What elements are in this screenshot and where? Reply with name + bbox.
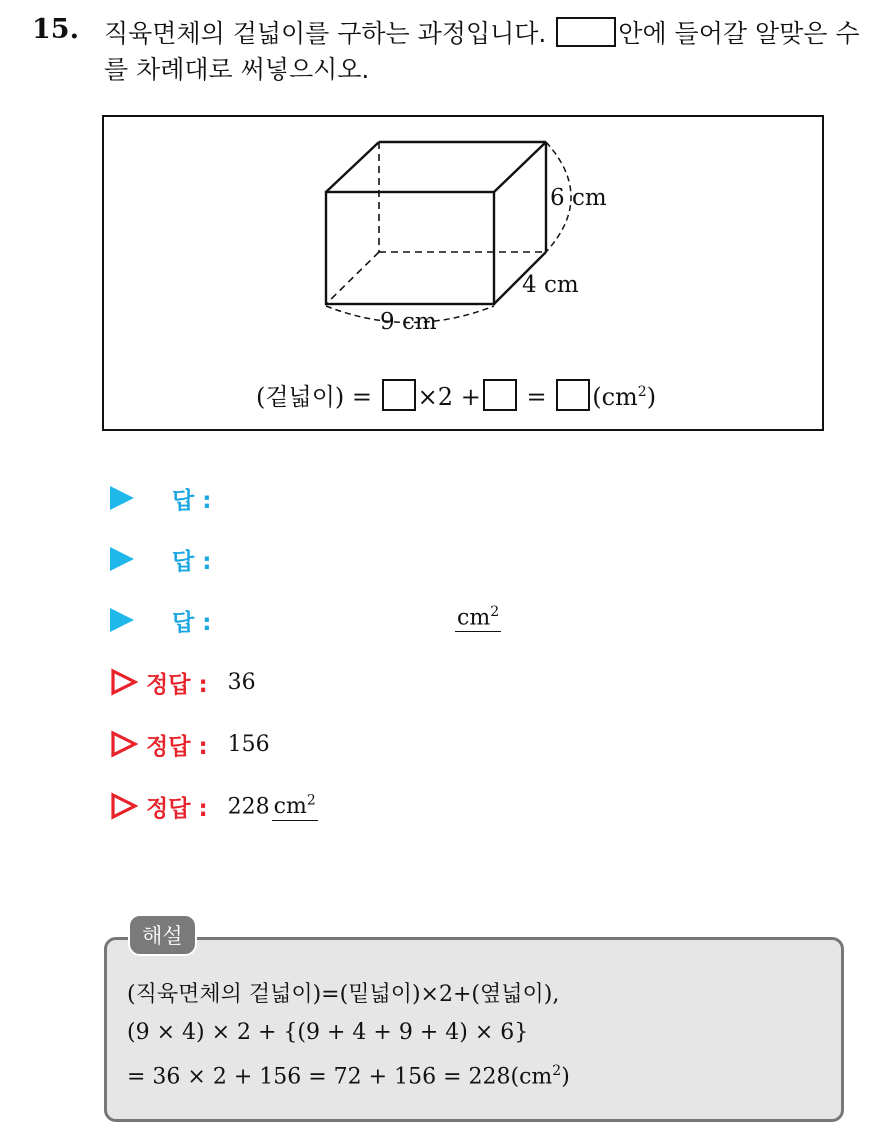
width-label: 9 cm (380, 309, 437, 335)
answer-row-1 (110, 478, 211, 518)
formula-unit-sup: 2 (637, 384, 647, 400)
explanation-line-2: (9 × 4) × 2 + {(9 + 4 + 9 + 4) × 6} (127, 1020, 529, 1045)
formula-blank-3[interactable] (556, 379, 590, 411)
hidden-edge-diagonal (326, 252, 379, 304)
formula-equals-1: = (351, 383, 373, 411)
answer-label-3: 답 : (172, 609, 212, 636)
explanation-tag: 해설 (128, 914, 197, 956)
answer-label-2: 답 : (172, 548, 212, 575)
formula-times: × (417, 383, 438, 411)
question-text (104, 16, 864, 88)
surface-area-formula (256, 377, 676, 412)
formula-equals-2: = (526, 383, 547, 411)
formula-blank-2[interactable] (483, 379, 517, 411)
question-text-part1: 직육면체의 겉넓이를 구하는 과정입니다. (104, 19, 547, 48)
outline-arrow-icon (110, 792, 138, 820)
height-label: 6 cm (550, 185, 607, 211)
answer-row-3 (110, 600, 211, 640)
formula-two: 2 (437, 383, 454, 411)
solution-label-2: 정답 : (146, 733, 208, 760)
solution-value-2: 156 (227, 731, 270, 757)
formula-unit-close: ) (646, 383, 657, 411)
formula-lhs: (겉넓이) (256, 383, 345, 411)
play-arrow-icon (110, 486, 134, 510)
answer-3-unit: $cm^2$ (457, 604, 500, 631)
solution-value-3: 228 $cm^2$ (227, 792, 316, 820)
solution-label-3: 정답 : (146, 795, 208, 822)
blank-box-symbol (556, 17, 616, 47)
solution-value-1: 36 (227, 669, 256, 695)
solution-row-3 (110, 786, 318, 826)
explanation-line-1: (직육면체의 겉넓이)=(밑넓이)×2+(옆넓이), (127, 982, 560, 1007)
answer-row-2 (110, 539, 211, 579)
play-arrow-icon (110, 608, 134, 632)
formula-unit-open: ( (592, 383, 602, 411)
front-face (326, 192, 494, 304)
depth-label: 4 cm (522, 272, 579, 298)
question-number: 15. (32, 14, 79, 45)
formula-unit: cm (601, 383, 638, 411)
top-right-edge (494, 142, 546, 192)
solution-label-1: 정답 : (146, 671, 208, 698)
outline-arrow-icon (110, 730, 138, 758)
figure-box (102, 115, 824, 431)
answer-label-1: 답 : (172, 487, 212, 514)
explanation-line-3: = $36 \times 2 + 156 = 72 + 156 = 228(cm^2)$ (127, 1063, 570, 1090)
question-text-part2: 안에 들어갈 알맞은 수를 차례대로 써넣으시오. (104, 19, 860, 84)
play-arrow-icon (110, 547, 134, 571)
solution-row-1 (110, 662, 256, 702)
solution-row-2 (110, 724, 270, 764)
formula-plus: + (460, 383, 481, 411)
formula-blank-1[interactable] (382, 379, 416, 411)
top-left-edge (326, 142, 379, 192)
outline-arrow-icon (110, 668, 138, 696)
solution-3-unit: $cm^2$ (273, 792, 316, 820)
explanation-box (104, 937, 844, 1122)
